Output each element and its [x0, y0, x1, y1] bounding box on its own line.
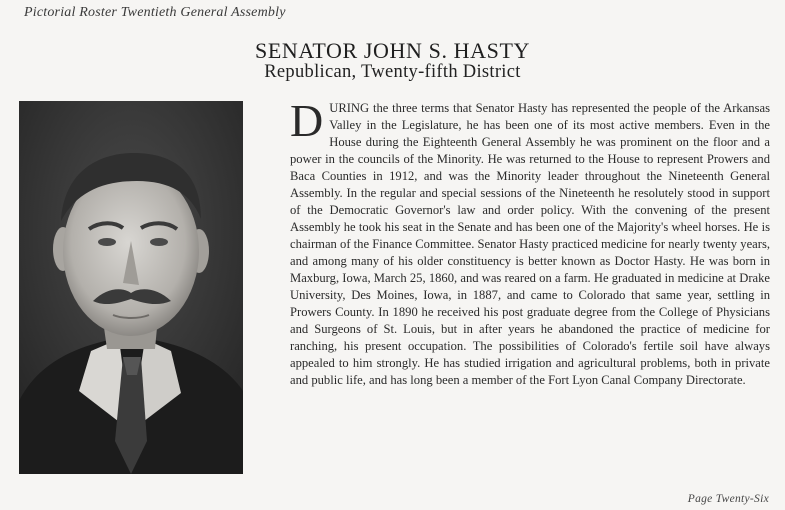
drop-cap: D [290, 95, 324, 146]
portrait-photo [19, 101, 243, 474]
portrait-illustration [19, 101, 243, 474]
page-title: SENATOR JOHN S. HASTY [254, 38, 530, 63]
biography-body: URING the three terms that Senator Hasty has represented the people of the Arkansas Valley in the Legislature, he has been one of its most active members. Even in the House during the Eighteenth General Assembly he was prominent on the floor and a power in the councils of the Minority. He was returned to the House to represent Prowers and Baca Counties in 1912, and was the Minority leader throughout the Nineteenth General Assembly. In the regular and special sessions of the Nineteenth he resolutely stood in support of the Democratic Governor's law and order policy. With the convening of the present Assembly he took his seat in the Senate and has been one of the Majority's wheel horses. He is chairman of the Finance Committee. Senator Hasty practiced medicine for nearly twenty years, and among many of his older constituency is better known as Doctor Hasty. He was born in Maxburg, Iowa, March 25, 1860, and was reared on a farm. He graduated in medicine at Drake University, Des Moines, Iowa, in 1887, and came to Colorado that same year, settling in Prowers County. In 1890 he received his post graduate degree from the College of Physicians and Surgeons of St. Louis, but in after years he abandoned the practice of medicine for ranching, his present occupation. The possibilities of Colorado's fertile soil have always appealed to him strongly. He has studied irrigation and agricultural problems, both in private and public life, and has long been a member of the Fort Lyon Canal Company Directorate. [290, 101, 770, 387]
page-subtitle: Republican, Twenty-fifth District [264, 62, 521, 82]
biography-paragraph [290, 95, 770, 389]
running-head: Pictorial Roster Twentieth General Assembly [24, 5, 286, 20]
biography-text [290, 95, 770, 389]
page-number: Page Twenty-Six [687, 493, 769, 505]
